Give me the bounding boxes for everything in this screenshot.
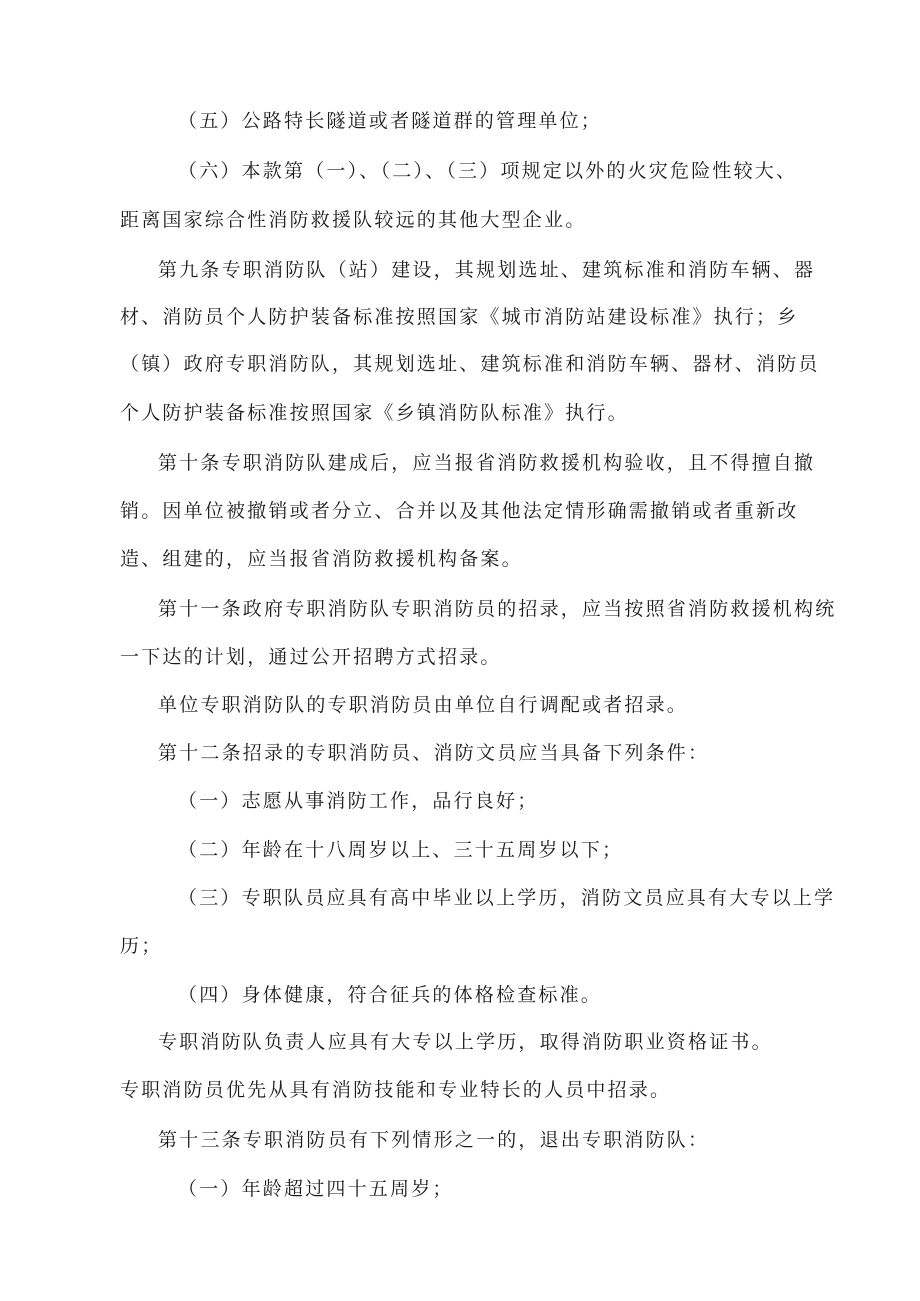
text-line: 一下达的计划，通过公开招聘方式招录。 [120,646,502,668]
text-line: 个人防护装备标准按照国家《乡镇消防队标准》执行。 [120,402,629,424]
text-line: （镇）政府专职消防队，其规划选址、建筑标准和消防车辆、器材、消防员 [120,353,820,375]
text-line: 专职消防员优先从具有消防技能和专业特长的人员中招录。 [120,1079,672,1101]
text-line: （二）年龄在十八周岁以上、三十五周岁以下； [178,839,624,861]
text-line: （一）志愿从事消防工作，品行良好； [178,790,539,812]
text-line: 第十二条招录的专职消防员、消防文员应当具备下列条件： [158,742,710,764]
text-line: 专职消防队负责人应具有大专以上学历，取得消防职业资格证书。 [158,1031,773,1053]
text-line: （一）年龄超过四十五周岁； [178,1178,454,1200]
text-line: （六）本款第（一）、（二）、（三）项规定以外的火灾危险性较大、 [178,160,798,182]
text-line: （四）身体健康，符合征兵的体格检查标准。 [178,984,603,1006]
text-line: 第十三条专职消防员有下列情形之一的，退出专职消防队： [158,1129,710,1151]
text-line: 材、消防员个人防护装备标准按照国家《城市消防站建设标准》执行；乡 [120,306,799,328]
text-line: 距离国家综合性消防救援队较远的其他大型企业。 [120,209,587,231]
text-line: 单位专职消防队的专职消防员由单位自行调配或者招录。 [158,694,689,716]
text-line: 造、组建的，应当报省消防救援机构备案。 [120,548,523,570]
text-line: 第十一条政府专职消防队专职消防员的招录，应当按照省消防救援机构统 [158,598,837,620]
text-line: （三）专职队员应具有高中毕业以上学历，消防文员应具有大专以上学 [178,887,836,909]
text-line: 历； [120,935,163,957]
text-line: 销。因单位被撤销或者分立、合并以及其他法定情形确需撤销或者重新改 [120,500,799,522]
text-line: 第九条专职消防队（站）建设，其规划选址、建筑标准和消防车辆、器 [158,259,816,281]
text-line: （五）公路特长隧道或者隧道群的管理单位； [178,110,603,132]
text-line: 第十条专职消防队建成后，应当报省消防救援机构验收，且不得擅自撤 [158,452,816,474]
